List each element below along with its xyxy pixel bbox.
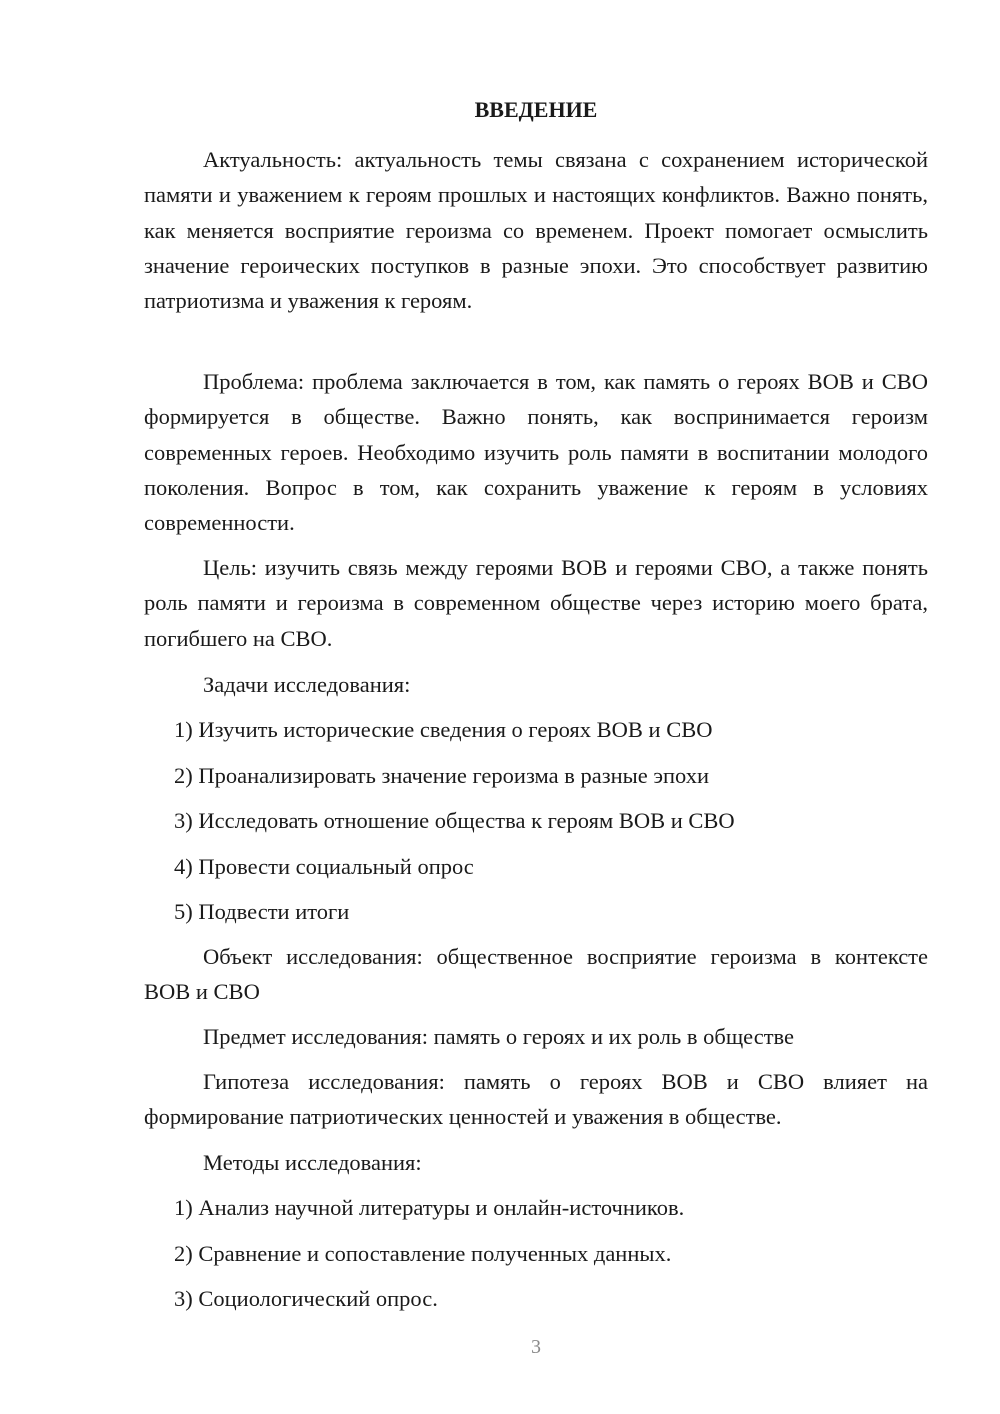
task-item: 3) Исследовать отношение общества к героям ВОВ и СВО [174,808,735,833]
relevance-paragraph: Актуальность: актуальность темы связана с сохранением исторической памяти и уважением к героям прошлых и настоящих конфликтов. Важно понять, как меняется восприятие героизма со временем. Проект помогает осмыслить значение героических поступков в разные эпохи. Это способствует развитию патриотизма и уважения к героям. [144,147,928,314]
subject-line: Предмет исследования: память о героях и их роль в обществе [203,1024,795,1049]
task-item: 2) Проанализировать значение героизма в разные эпохи [174,763,710,788]
method-item: 2) Сравнение и сопоставление полученных данных. [174,1241,672,1266]
goal-paragraph: Цель: изучить связь между героями ВОВ и героями СВО, а также понять роль памяти и героизма в современном обществе через историю моего брата, погибшего на СВО. [144,555,928,651]
method-item: 1) Анализ научной литературы и онлайн-источников. [174,1195,685,1220]
task-item: 1) Изучить исторические сведения о героях ВОВ и СВО [174,717,713,742]
problem-paragraph: Проблема: проблема заключается в том, как память о героях ВОВ и СВО формируется в обществе. Важно понять, как воспринимается героизм современных героев. Необходимо изучить роль памяти в воспитании молодого поколения. Вопрос в том, как сохранить уважение к героям в условиях современности. [144,369,928,536]
task-item: 5) Подвести итоги [174,899,350,924]
object-paragraph: Объект исследования: общественное восприятие героизма в контексте ВОВ и СВО [144,944,928,1005]
method-item: 3) Социологический опрос. [174,1286,438,1311]
page-number: 3 [531,1336,541,1358]
tasks-label: Задачи исследования: [203,672,411,697]
task-item: 4) Провести социальный опрос [174,854,474,879]
hypothesis-paragraph: Гипотеза исследования: память о героях ВОВ и СВО влияет на формирование патриотических ценностей и уважения в обществе. [144,1069,928,1130]
methods-label: Методы исследования: [203,1150,422,1175]
section-heading: ВВЕДЕНИЕ [474,97,598,122]
